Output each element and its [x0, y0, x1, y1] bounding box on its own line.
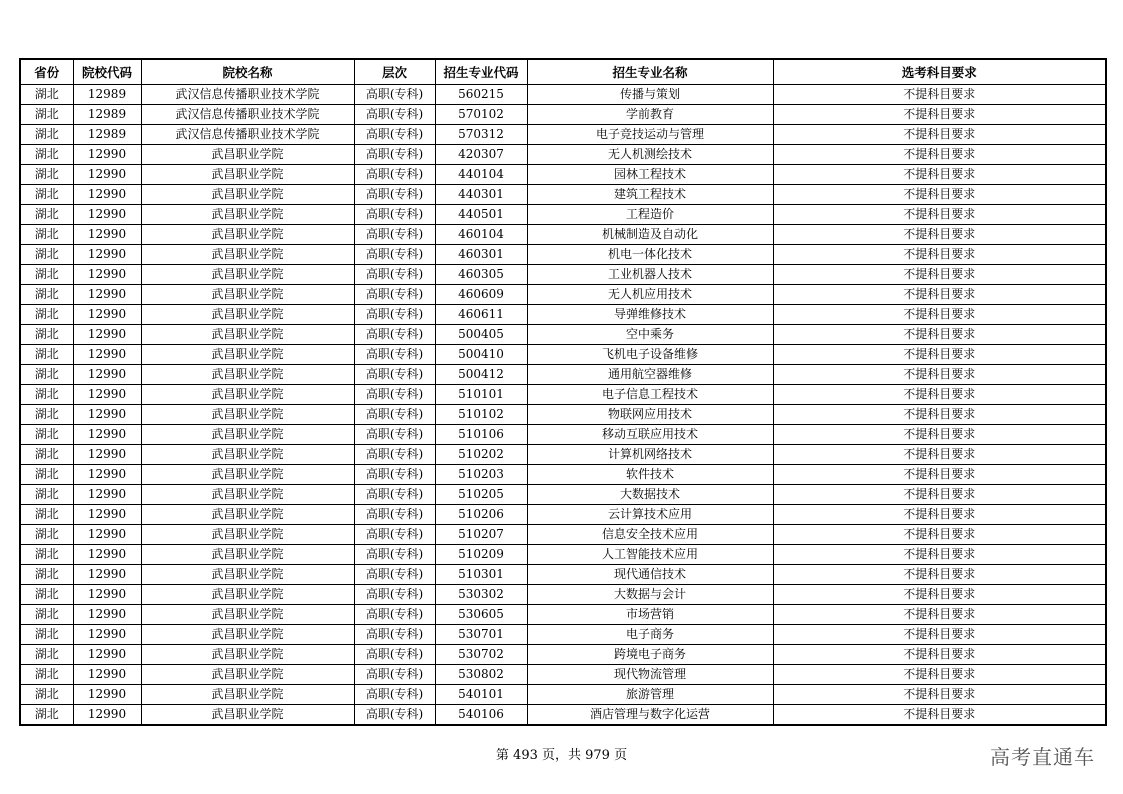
- table-row: [20, 545, 1106, 565]
- cell-major-code: 540101: [435, 685, 527, 705]
- cell-school-code: 12990: [73, 545, 141, 565]
- cell-school-name: 武昌职业学院: [141, 565, 354, 585]
- cell-school-name: 武昌职业学院: [141, 145, 354, 165]
- cell-subject-requirement: 不提科目要求: [773, 465, 1106, 485]
- cell-major-name: 机电一体化技术: [527, 245, 773, 265]
- cell-subject-requirement: 不提科目要求: [773, 385, 1106, 405]
- table-row: [20, 105, 1106, 125]
- table-row: [20, 705, 1106, 726]
- cell-major-name: 传播与策划: [527, 85, 773, 105]
- cell-major-code: 420307: [435, 145, 527, 165]
- cell-subject-requirement: 不提科目要求: [773, 285, 1106, 305]
- cell-level: 高职(专科): [354, 325, 435, 345]
- cell-level: 高职(专科): [354, 365, 435, 385]
- cell-school-code: 12990: [73, 325, 141, 345]
- cell-major-name: 通用航空器维修: [527, 365, 773, 385]
- cell-school-code: 12989: [73, 85, 141, 105]
- table-row: [20, 505, 1106, 525]
- cell-major-code: 530702: [435, 645, 527, 665]
- cell-major-code: 460104: [435, 225, 527, 245]
- cell-major-name: 现代物流管理: [527, 665, 773, 685]
- cell-major-name: 软件技术: [527, 465, 773, 485]
- watermark-logo: 高考直通车: [990, 745, 1095, 769]
- cell-school-code: 12990: [73, 305, 141, 325]
- cell-subject-requirement: 不提科目要求: [773, 205, 1106, 225]
- cell-major-name: 园林工程技术: [527, 165, 773, 185]
- table-row: [20, 165, 1106, 185]
- cell-level: 高职(专科): [354, 505, 435, 525]
- cell-province: 湖北: [20, 225, 73, 245]
- cell-subject-requirement: 不提科目要求: [773, 105, 1106, 125]
- cell-school-code: 12990: [73, 525, 141, 545]
- cell-major-code: 500405: [435, 325, 527, 345]
- cell-school-code: 12990: [73, 585, 141, 605]
- cell-school-name: 武汉信息传播职业技术学院: [141, 85, 354, 105]
- cell-province: 湖北: [20, 645, 73, 665]
- cell-major-name: 移动互联应用技术: [527, 425, 773, 445]
- cell-province: 湖北: [20, 585, 73, 605]
- cell-school-name: 武昌职业学院: [141, 245, 354, 265]
- cell-school-code: 12990: [73, 645, 141, 665]
- cell-major-name: 工程造价: [527, 205, 773, 225]
- table-row: [20, 605, 1106, 625]
- cell-major-code: 440501: [435, 205, 527, 225]
- cell-level: 高职(专科): [354, 705, 435, 726]
- table-row: [20, 445, 1106, 465]
- table-row: [20, 465, 1106, 485]
- table-row: [20, 205, 1106, 225]
- cell-province: 湖北: [20, 125, 73, 145]
- cell-school-code: 12990: [73, 285, 141, 305]
- cell-subject-requirement: 不提科目要求: [773, 305, 1106, 325]
- cell-major-code: 440301: [435, 185, 527, 205]
- cell-subject-requirement: 不提科目要求: [773, 125, 1106, 145]
- cell-major-name: 人工智能技术应用: [527, 545, 773, 565]
- cell-level: 高职(专科): [354, 625, 435, 645]
- cell-major-code: 560215: [435, 85, 527, 105]
- cell-school-name: 武昌职业学院: [141, 685, 354, 705]
- cell-province: 湖北: [20, 545, 73, 565]
- cell-province: 湖北: [20, 245, 73, 265]
- admissions-table: [19, 58, 1107, 726]
- cell-school-code: 12990: [73, 205, 141, 225]
- cell-major-code: 510205: [435, 485, 527, 505]
- cell-subject-requirement: 不提科目要求: [773, 645, 1106, 665]
- cell-subject-requirement: 不提科目要求: [773, 185, 1106, 205]
- cell-major-code: 460609: [435, 285, 527, 305]
- cell-major-name: 现代通信技术: [527, 565, 773, 585]
- cell-level: 高职(专科): [354, 525, 435, 545]
- cell-subject-requirement: 不提科目要求: [773, 685, 1106, 705]
- table-row: [20, 585, 1106, 605]
- cell-province: 湖北: [20, 445, 73, 465]
- cell-province: 湖北: [20, 305, 73, 325]
- cell-level: 高职(专科): [354, 405, 435, 425]
- cell-province: 湖北: [20, 665, 73, 685]
- cell-school-code: 12990: [73, 245, 141, 265]
- cell-major-name: 计算机网络技术: [527, 445, 773, 465]
- cell-major-name: 云计算技术应用: [527, 505, 773, 525]
- cell-level: 高职(专科): [354, 125, 435, 145]
- cell-level: 高职(专科): [354, 345, 435, 365]
- table-row: [20, 85, 1106, 105]
- cell-school-code: 12990: [73, 505, 141, 525]
- cell-major-name: 空中乘务: [527, 325, 773, 345]
- cell-school-code: 12990: [73, 225, 141, 245]
- cell-school-name: 武昌职业学院: [141, 425, 354, 445]
- cell-province: 湖北: [20, 345, 73, 365]
- cell-school-code: 12990: [73, 165, 141, 185]
- cell-province: 湖北: [20, 165, 73, 185]
- cell-school-code: 12990: [73, 185, 141, 205]
- cell-school-name: 武昌职业学院: [141, 605, 354, 625]
- cell-major-name: 酒店管理与数字化运营: [527, 705, 773, 726]
- header-major-name: 招生专业名称: [527, 59, 773, 85]
- cell-school-name: 武昌职业学院: [141, 385, 354, 405]
- cell-subject-requirement: 不提科目要求: [773, 405, 1106, 425]
- cell-school-code: 12989: [73, 105, 141, 125]
- cell-major-name: 工业机器人技术: [527, 265, 773, 285]
- cell-major-code: 540106: [435, 705, 527, 726]
- cell-school-code: 12990: [73, 405, 141, 425]
- cell-school-code: 12990: [73, 345, 141, 365]
- cell-school-name: 武昌职业学院: [141, 165, 354, 185]
- cell-major-code: 510106: [435, 425, 527, 445]
- table-row: [20, 425, 1106, 445]
- cell-subject-requirement: 不提科目要求: [773, 245, 1106, 265]
- table-row: [20, 305, 1106, 325]
- header-level: 层次: [354, 59, 435, 85]
- table-row: [20, 685, 1106, 705]
- cell-major-code: 510207: [435, 525, 527, 545]
- cell-subject-requirement: 不提科目要求: [773, 145, 1106, 165]
- cell-level: 高职(专科): [354, 605, 435, 625]
- cell-major-name: 信息安全技术应用: [527, 525, 773, 545]
- table-row: [20, 485, 1106, 505]
- cell-major-code: 570102: [435, 105, 527, 125]
- cell-major-code: 510102: [435, 405, 527, 425]
- page-number: 第 493 页，共 979 页: [495, 748, 628, 763]
- cell-major-code: 570312: [435, 125, 527, 145]
- cell-level: 高职(专科): [354, 145, 435, 165]
- cell-major-name: 市场营销: [527, 605, 773, 625]
- cell-major-name: 飞机电子设备维修: [527, 345, 773, 365]
- cell-level: 高职(专科): [354, 485, 435, 505]
- cell-level: 高职(专科): [354, 85, 435, 105]
- cell-level: 高职(专科): [354, 165, 435, 185]
- cell-major-code: 460301: [435, 245, 527, 265]
- table-row: [20, 365, 1106, 385]
- cell-level: 高职(专科): [354, 665, 435, 685]
- cell-school-name: 武昌职业学院: [141, 625, 354, 645]
- cell-school-name: 武昌职业学院: [141, 545, 354, 565]
- header-school-name: 院校名称: [141, 59, 354, 85]
- cell-province: 湖北: [20, 465, 73, 485]
- cell-level: 高职(专科): [354, 265, 435, 285]
- cell-level: 高职(专科): [354, 105, 435, 125]
- cell-school-name: 武昌职业学院: [141, 325, 354, 345]
- table-header-row: [20, 59, 1106, 85]
- cell-school-code: 12990: [73, 705, 141, 726]
- cell-major-code: 530701: [435, 625, 527, 645]
- cell-school-name: 武汉信息传播职业技术学院: [141, 125, 354, 145]
- cell-school-code: 12990: [73, 485, 141, 505]
- cell-school-code: 12990: [73, 425, 141, 445]
- cell-province: 湖北: [20, 85, 73, 105]
- cell-level: 高职(专科): [354, 465, 435, 485]
- cell-school-code: 12990: [73, 665, 141, 685]
- table-row: [20, 245, 1106, 265]
- cell-major-name: 建筑工程技术: [527, 185, 773, 205]
- cell-subject-requirement: 不提科目要求: [773, 605, 1106, 625]
- cell-province: 湖北: [20, 565, 73, 585]
- cell-school-name: 武昌职业学院: [141, 665, 354, 685]
- cell-province: 湖北: [20, 505, 73, 525]
- table-row: [20, 345, 1106, 365]
- cell-major-name: 导弹维修技术: [527, 305, 773, 325]
- cell-school-name: 武昌职业学院: [141, 265, 354, 285]
- cell-level: 高职(专科): [354, 285, 435, 305]
- cell-subject-requirement: 不提科目要求: [773, 565, 1106, 585]
- cell-level: 高职(专科): [354, 205, 435, 225]
- cell-school-code: 12990: [73, 365, 141, 385]
- cell-school-name: 武昌职业学院: [141, 365, 354, 385]
- cell-province: 湖北: [20, 285, 73, 305]
- cell-province: 湖北: [20, 145, 73, 165]
- table-row: [20, 265, 1106, 285]
- cell-major-code: 500410: [435, 345, 527, 365]
- cell-province: 湖北: [20, 485, 73, 505]
- table-row: [20, 125, 1106, 145]
- cell-school-code: 12990: [73, 445, 141, 465]
- cell-province: 湖北: [20, 525, 73, 545]
- cell-subject-requirement: 不提科目要求: [773, 265, 1106, 285]
- cell-subject-requirement: 不提科目要求: [773, 85, 1106, 105]
- cell-school-code: 12990: [73, 465, 141, 485]
- table-row: [20, 145, 1106, 165]
- cell-school-name: 武昌职业学院: [141, 185, 354, 205]
- cell-level: 高职(专科): [354, 225, 435, 245]
- cell-major-name: 大数据技术: [527, 485, 773, 505]
- cell-subject-requirement: 不提科目要求: [773, 425, 1106, 445]
- cell-major-code: 510209: [435, 545, 527, 565]
- header-major-code: 招生专业代码: [435, 59, 527, 85]
- cell-school-code: 12990: [73, 385, 141, 405]
- cell-major-name: 电子竞技运动与管理: [527, 125, 773, 145]
- cell-major-code: 530802: [435, 665, 527, 685]
- cell-school-name: 武昌职业学院: [141, 225, 354, 245]
- table-row: [20, 625, 1106, 645]
- cell-level: 高职(专科): [354, 385, 435, 405]
- cell-level: 高职(专科): [354, 545, 435, 565]
- cell-subject-requirement: 不提科目要求: [773, 345, 1106, 365]
- table-row: [20, 405, 1106, 425]
- table-row: [20, 185, 1106, 205]
- cell-subject-requirement: 不提科目要求: [773, 525, 1106, 545]
- cell-province: 湖北: [20, 385, 73, 405]
- cell-major-code: 510301: [435, 565, 527, 585]
- cell-school-code: 12990: [73, 605, 141, 625]
- cell-major-name: 大数据与会计: [527, 585, 773, 605]
- header-school-code: 院校代码: [73, 59, 141, 85]
- cell-major-code: 460611: [435, 305, 527, 325]
- cell-major-code: 510101: [435, 385, 527, 405]
- cell-subject-requirement: 不提科目要求: [773, 225, 1106, 245]
- cell-level: 高职(专科): [354, 565, 435, 585]
- cell-level: 高职(专科): [354, 305, 435, 325]
- table-row: [20, 285, 1106, 305]
- cell-major-name: 学前教育: [527, 105, 773, 125]
- cell-school-name: 武昌职业学院: [141, 445, 354, 465]
- cell-major-code: 530605: [435, 605, 527, 625]
- cell-school-name: 武昌职业学院: [141, 485, 354, 505]
- cell-province: 湖北: [20, 365, 73, 385]
- cell-school-name: 武昌职业学院: [141, 205, 354, 225]
- header-province: 省份: [20, 59, 73, 85]
- cell-school-name: 武昌职业学院: [141, 505, 354, 525]
- cell-major-code: 460305: [435, 265, 527, 285]
- cell-province: 湖北: [20, 265, 73, 285]
- cell-level: 高职(专科): [354, 685, 435, 705]
- cell-school-name: 武昌职业学院: [141, 345, 354, 365]
- cell-school-name: 武昌职业学院: [141, 645, 354, 665]
- cell-major-code: 510203: [435, 465, 527, 485]
- cell-province: 湖北: [20, 205, 73, 225]
- cell-school-code: 12990: [73, 265, 141, 285]
- cell-major-code: 510202: [435, 445, 527, 465]
- cell-school-name: 武昌职业学院: [141, 465, 354, 485]
- cell-major-name: 电子信息工程技术: [527, 385, 773, 405]
- cell-subject-requirement: 不提科目要求: [773, 545, 1106, 565]
- cell-major-name: 无人机测绘技术: [527, 145, 773, 165]
- cell-subject-requirement: 不提科目要求: [773, 325, 1106, 345]
- cell-province: 湖北: [20, 325, 73, 345]
- cell-major-code: 440104: [435, 165, 527, 185]
- cell-subject-requirement: 不提科目要求: [773, 585, 1106, 605]
- cell-subject-requirement: 不提科目要求: [773, 485, 1106, 505]
- table-row: [20, 665, 1106, 685]
- cell-major-code: 530302: [435, 585, 527, 605]
- cell-province: 湖北: [20, 625, 73, 645]
- cell-major-name: 无人机应用技术: [527, 285, 773, 305]
- table-row: [20, 325, 1106, 345]
- cell-province: 湖北: [20, 685, 73, 705]
- cell-province: 湖北: [20, 105, 73, 125]
- cell-subject-requirement: 不提科目要求: [773, 625, 1106, 645]
- cell-major-name: 跨境电子商务: [527, 645, 773, 665]
- table-row: [20, 385, 1106, 405]
- cell-subject-requirement: 不提科目要求: [773, 165, 1106, 185]
- cell-major-name: 物联网应用技术: [527, 405, 773, 425]
- header-subject-requirement: 选考科目要求: [773, 59, 1106, 85]
- cell-school-name: 武昌职业学院: [141, 525, 354, 545]
- cell-province: 湖北: [20, 185, 73, 205]
- cell-level: 高职(专科): [354, 645, 435, 665]
- cell-major-name: 旅游管理: [527, 685, 773, 705]
- cell-subject-requirement: 不提科目要求: [773, 665, 1106, 685]
- cell-major-code: 510206: [435, 505, 527, 525]
- cell-school-code: 12990: [73, 685, 141, 705]
- cell-level: 高职(专科): [354, 445, 435, 465]
- cell-subject-requirement: 不提科目要求: [773, 505, 1106, 525]
- table-row: [20, 225, 1106, 245]
- cell-level: 高职(专科): [354, 585, 435, 605]
- cell-major-name: 电子商务: [527, 625, 773, 645]
- cell-province: 湖北: [20, 425, 73, 445]
- cell-school-code: 12990: [73, 625, 141, 645]
- cell-major-name: 机械制造及自动化: [527, 225, 773, 245]
- cell-school-name: 武汉信息传播职业技术学院: [141, 105, 354, 125]
- cell-major-code: 500412: [435, 365, 527, 385]
- cell-school-code: 12989: [73, 125, 141, 145]
- cell-school-name: 武昌职业学院: [141, 585, 354, 605]
- table-row: [20, 525, 1106, 545]
- cell-school-name: 武昌职业学院: [141, 705, 354, 726]
- table-row: [20, 565, 1106, 585]
- table-row: [20, 645, 1106, 665]
- cell-level: 高职(专科): [354, 185, 435, 205]
- cell-school-name: 武昌职业学院: [141, 305, 354, 325]
- cell-school-code: 12990: [73, 145, 141, 165]
- cell-school-name: 武昌职业学院: [141, 405, 354, 425]
- cell-province: 湖北: [20, 605, 73, 625]
- cell-subject-requirement: 不提科目要求: [773, 445, 1106, 465]
- cell-level: 高职(专科): [354, 245, 435, 265]
- cell-province: 湖北: [20, 705, 73, 726]
- cell-subject-requirement: 不提科目要求: [773, 365, 1106, 385]
- cell-province: 湖北: [20, 405, 73, 425]
- cell-school-code: 12990: [73, 565, 141, 585]
- cell-level: 高职(专科): [354, 425, 435, 445]
- cell-school-name: 武昌职业学院: [141, 285, 354, 305]
- cell-subject-requirement: 不提科目要求: [773, 705, 1106, 726]
